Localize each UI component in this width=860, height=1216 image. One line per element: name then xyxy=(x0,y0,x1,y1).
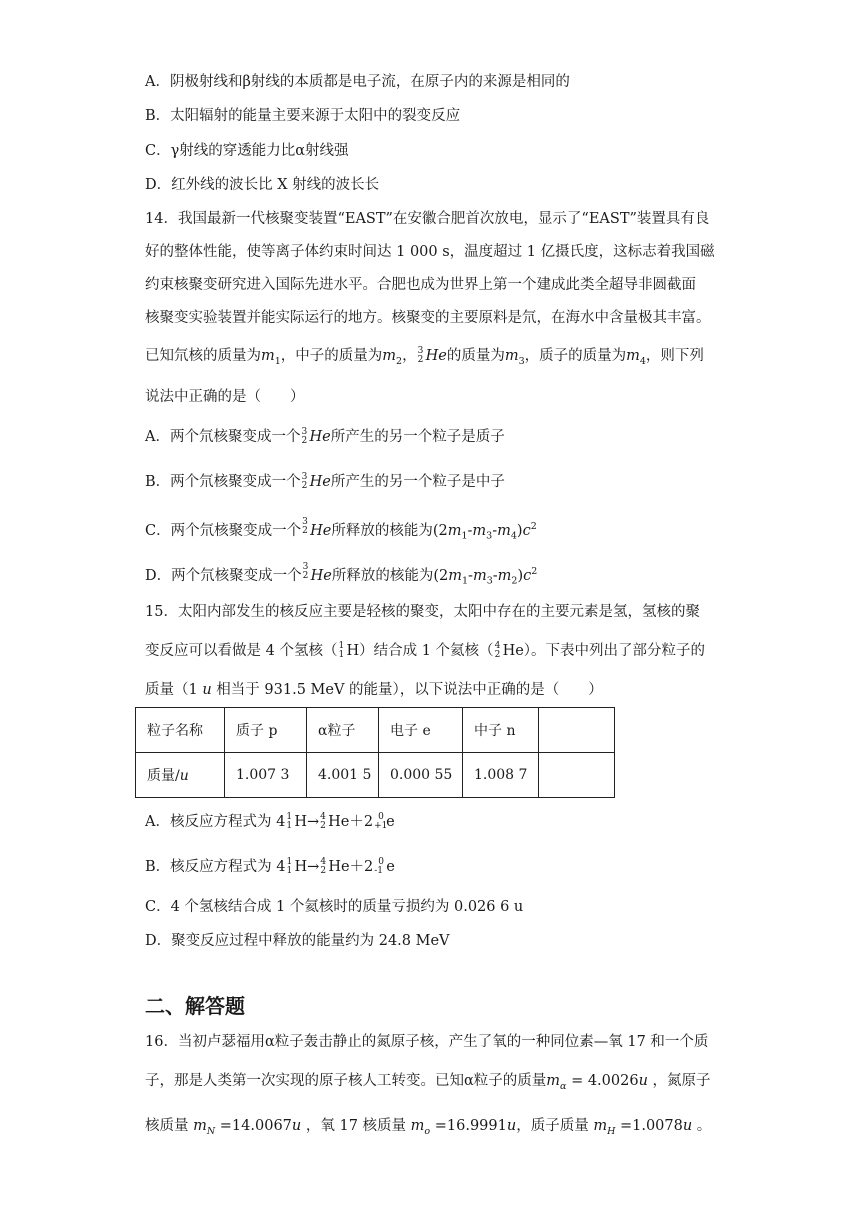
q14-option-a xyxy=(145,427,505,447)
symbol-he: He xyxy=(502,643,524,659)
q14-text: ，则下列 xyxy=(645,348,704,364)
option-text: A．两个氘核聚变成一个 xyxy=(145,429,301,445)
symbol-he: He xyxy=(425,348,447,364)
table-cell: 质量/u xyxy=(136,753,225,798)
particle-mass-table xyxy=(135,707,615,798)
table-cell: 1.008 7 xyxy=(463,753,539,798)
q16-text: 核质量 xyxy=(145,1118,194,1134)
q14-line-1: 14．我国最新一代核聚变装置“EAST”在安徽合肥首次放电，显示了“EAST”装置具有良 xyxy=(145,211,710,227)
q13-option-c: C．γ射线的穿透能力比α射线强 xyxy=(145,143,349,159)
option-text: B．两个氘核聚变成一个 xyxy=(145,474,301,490)
q14-option-d: D．两个氘核聚变成一个 3 2 He所释放的核能为$(2m_1-m_3-m_2)c^2$ xyxy=(145,562,538,587)
q14-text: ，质子的质量为 xyxy=(524,348,627,364)
q14-line-5 xyxy=(145,346,704,372)
q15-text: 相当于 931.5 MeV 的能量），以下说法中正确的是（ ） xyxy=(211,682,603,698)
subscript: 1 xyxy=(274,355,281,367)
nuclide-index: 3 2 xyxy=(301,472,308,491)
q15-option-b: B．核反应方程式为 4 1 1 H→ 4 2 He＋2 0 -1 e xyxy=(145,857,395,876)
q16-line-2: 子，那是人类第一次实现的原子核人工转变。已知α粒子的质量$m_\alpha = 4.0026u$ ，氮原子 xyxy=(145,1073,711,1092)
subscript: 2 xyxy=(396,355,403,367)
option-text: D．两个氘核聚变成一个 xyxy=(145,567,302,584)
symbol-he: He xyxy=(310,522,332,539)
option-text: C．两个氘核聚变成一个 xyxy=(145,522,302,539)
symbol-he: He xyxy=(309,429,331,445)
table-row xyxy=(136,708,615,753)
q14-line-4: 核聚变实验装置并能实际运行的地方。核聚变的主要原料是氘，在海水中含量极其丰富。 xyxy=(145,310,711,326)
symbol-u: u xyxy=(202,682,212,698)
q15-text: ）。下表中列出了部分粒子的 xyxy=(523,643,706,659)
symbol-he: He xyxy=(310,567,332,584)
q13-option-a: A．阴极射线和β射线的本质都是电子流，在原子内的来源是相同的 xyxy=(145,74,570,90)
nuclide-index: 4 2 xyxy=(494,641,501,660)
table-cell: 0.000 55 xyxy=(379,753,463,798)
q15-line-1: 15．太阳内部发生的核反应主要是轻核的聚变，太阳中存在的主要元素是氢，氢核的聚 xyxy=(145,604,700,620)
q16-text: 子，那是人类第一次实现的原子核人工转变。已知α粒子的质量 xyxy=(145,1073,547,1089)
symbol-m: m xyxy=(626,348,640,364)
symbol-h: H xyxy=(346,643,360,659)
q14-text: 已知氘核的质量为 xyxy=(145,348,261,364)
nuclide-index: 3 2 xyxy=(417,346,424,365)
q14-line-2: 好的整体性能，使等离子体约束时间达 1 000 s，温度超过 1 亿摄氏度，这标志着我国磁 xyxy=(145,244,715,260)
q13-option-d: D．红外线的波长比 X 射线的波长长 xyxy=(145,177,380,193)
option-text: 所释放的核能为(2 xyxy=(331,522,448,539)
q14-line-3: 约束核聚变研究进入国际先进水平。合肥也成为世界上第一个建成此类全超导非圆截面 xyxy=(145,277,696,293)
table-cell: 质子 p xyxy=(225,708,307,753)
table-row xyxy=(136,753,615,798)
symbol-m: m xyxy=(382,348,397,364)
table-cell xyxy=(539,708,615,753)
q13-option-b: B．太阳辐射的能量主要来源于太阳中的裂变反应 xyxy=(145,108,461,124)
option-text: B．核反应方程式为 4 xyxy=(145,859,286,875)
q16-line-3: 核质量 $m_N =14.0067u$ ，氧 17 核质量 $m_o =16.9991u$，质子质量 $m_H =1.0078u$ 。 xyxy=(145,1118,712,1137)
q15-text: 质量（1 xyxy=(145,682,203,698)
subscript: 3 xyxy=(518,355,525,367)
q14-option-b xyxy=(145,472,505,492)
symbol-m: m xyxy=(504,348,519,364)
table-cell: 4.001 5 xyxy=(307,753,379,798)
nuclide-index: 1 1 xyxy=(338,641,345,660)
q15-line-3 xyxy=(145,680,603,700)
option-text: 所释放的核能为(2 xyxy=(331,567,449,584)
q16-line-1: 16．当初卢瑟福用α粒子轰击静止的氮原子核，产生了氧的一种同位素—氧 17 和一个质 xyxy=(145,1034,709,1050)
nuclide-index: 3 2 xyxy=(301,427,308,446)
q15-option-c: C．4 个氢核结合成 1 个氦核时的质量亏损约为 0.026 6 u xyxy=(145,899,524,915)
q14-text: 的质量为 xyxy=(446,348,505,364)
section-heading: 二、解答题 xyxy=(145,994,245,1018)
symbol-he: He xyxy=(309,474,331,490)
symbol-m: m xyxy=(261,348,275,364)
q14-text: ，中子的质量为 xyxy=(280,348,383,364)
q15-option-a: A．核反应方程式为 4 1 1 H→ 4 2 He＋2 0 +1 e xyxy=(145,812,395,831)
table-cell: α粒子 xyxy=(307,708,379,753)
table-cell: 中子 n xyxy=(463,708,539,753)
nuclide-index: 3 2 xyxy=(302,517,308,536)
table-cell: 1.007 3 xyxy=(225,753,307,798)
option-text: A．核反应方程式为 4 xyxy=(145,814,286,830)
q15-option-d: D．聚变反应过程中释放的能量约为 24.8 MeV xyxy=(145,933,450,949)
option-text: 所产生的另一个粒子是质子 xyxy=(330,429,505,445)
q14-option-c: C．两个氘核聚变成一个 3 2 He所释放的核能为$(2m_1-m_3-m_4)c^2$ xyxy=(145,517,537,542)
q14-line-6: 说法中正确的是（ ） xyxy=(145,389,305,405)
table-cell: 电子 e xyxy=(379,708,463,753)
option-text: 所产生的另一个粒子是中子 xyxy=(330,474,505,490)
nuclide-index: 3 2 xyxy=(302,562,309,581)
table-cell: 粒子名称 xyxy=(136,708,225,753)
subscript: 4 xyxy=(639,355,646,367)
q15-text: ）结合成 1 个氦核（ xyxy=(359,643,494,659)
q15-line-2 xyxy=(145,641,705,661)
q15-text: 变反应可以看做是 4 个氢核（ xyxy=(145,643,338,659)
q14-text: ， xyxy=(402,348,417,364)
table-cell xyxy=(539,753,615,798)
